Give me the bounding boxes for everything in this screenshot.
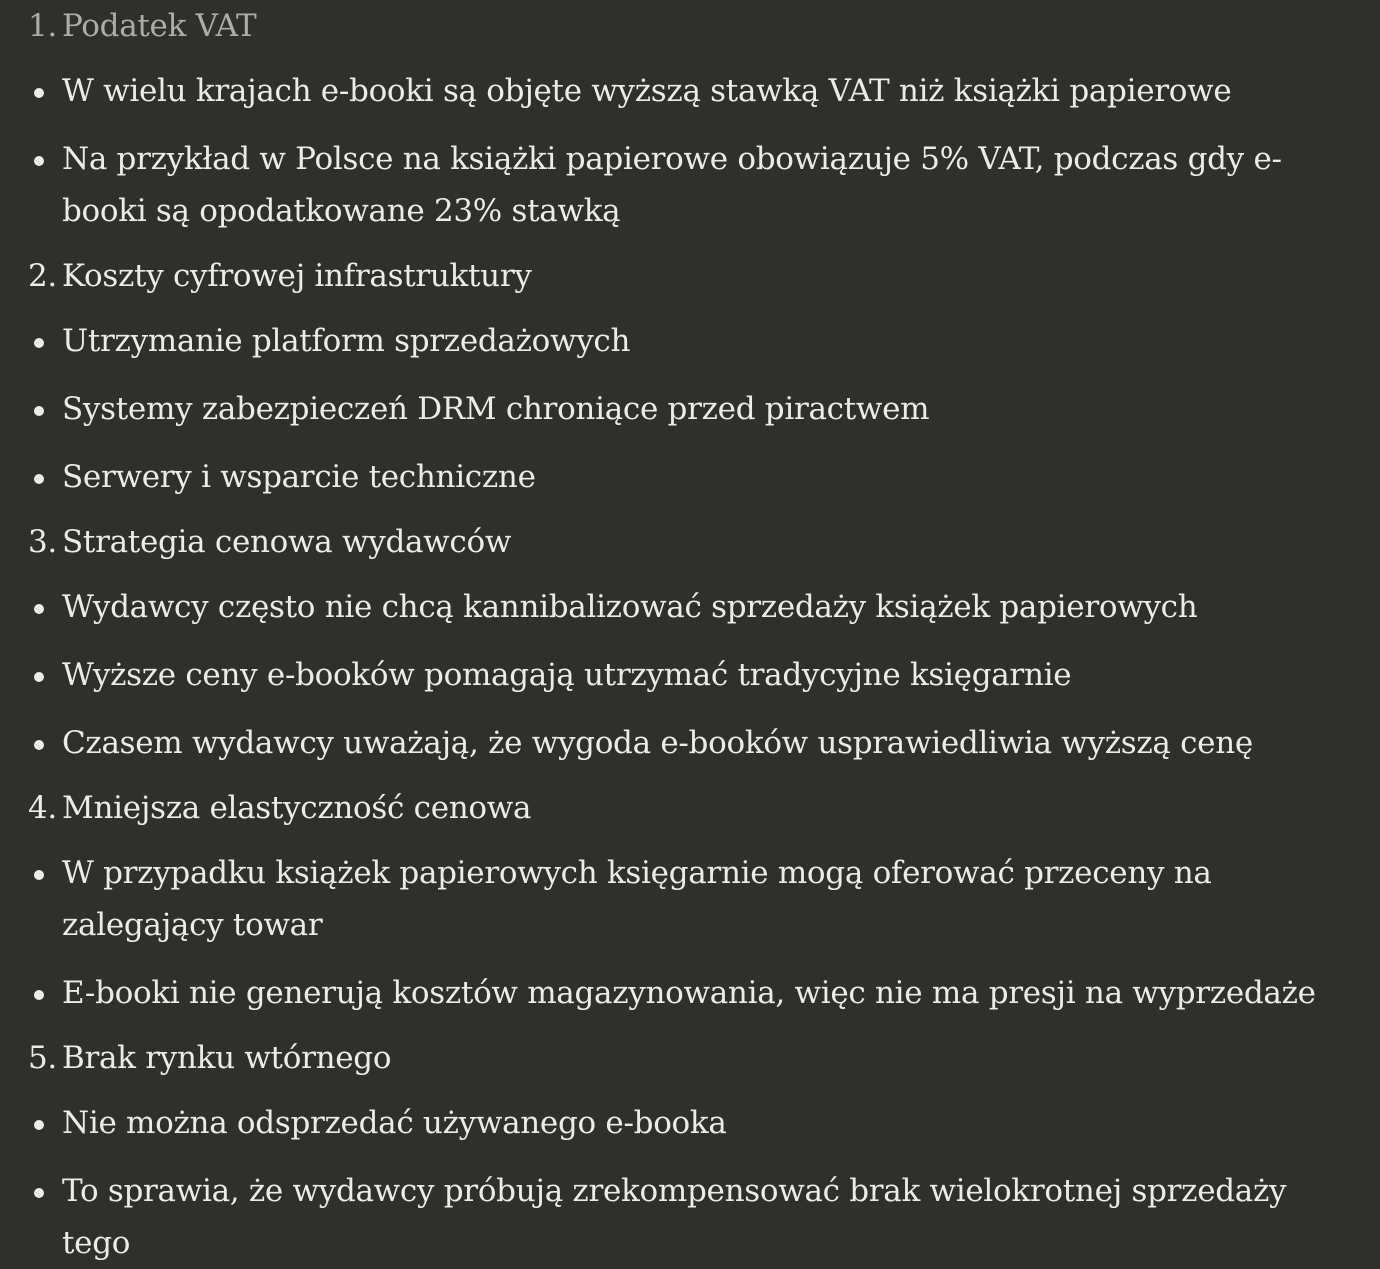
list-item — [28, 133, 1358, 237]
bullet-icon — [34, 740, 44, 750]
bullet-icon — [34, 338, 44, 348]
list-item-text: Nie można odsprzedać używanego e-booka — [62, 1105, 727, 1141]
numbered-heading-5 — [28, 1032, 1358, 1084]
bullet-icon — [34, 474, 44, 484]
list-item-text: To sprawia, że wydawcy próbują zrekompensować brak wielokrotnej sprzedaży tego — [62, 1173, 1287, 1261]
list-item-text: Wydawcy często nie chcą kannibalizować sprzedaży książek papierowych — [62, 589, 1198, 625]
list-item — [28, 717, 1358, 769]
list-item — [28, 967, 1358, 1019]
numbered-heading-3 — [28, 516, 1358, 568]
list-item-text: W wielu krajach e-booki są objęte wyższą stawką VAT niż książki papierowe — [62, 73, 1232, 109]
list-item — [28, 383, 1358, 435]
list-item-text: W przypadku książek papierowych księgarnie mogą oferować przeceny na zalegający towar — [62, 855, 1212, 943]
bullet-icon — [34, 88, 44, 98]
bullet-icon — [34, 1120, 44, 1130]
list-item — [28, 1097, 1358, 1149]
list-item-text: E-booki nie generują kosztów magazynowania, więc nie ma presji na wyprzedaże — [62, 975, 1316, 1011]
numbered-heading-1 — [28, 0, 1358, 52]
list-item-text: Systemy zabezpieczeń DRM chroniące przed piractwem — [62, 391, 930, 427]
heading-text: Koszty cyfrowej infrastruktury — [62, 258, 532, 294]
bullet-icon — [34, 604, 44, 614]
list-item — [28, 581, 1358, 633]
bullet-icon — [34, 870, 44, 880]
list-number: 2. — [28, 258, 57, 294]
list-item-text: Na przykład w Polsce na książki papierowe obowiązuje 5% VAT, podczas gdy e-booki są opodatkowane 23% stawką — [62, 141, 1282, 229]
list-item — [28, 315, 1358, 367]
bullet-icon — [34, 1188, 44, 1198]
bullet-icon — [34, 156, 44, 166]
list-item — [28, 649, 1358, 701]
list-number: 1. — [28, 8, 57, 44]
list-number: 4. — [28, 790, 57, 826]
heading-text: Mniejsza elastyczność cenowa — [62, 790, 532, 826]
list-item — [28, 451, 1358, 503]
list-item-text: Wyższe ceny e-booków pomagają utrzymać tradycyjne księgarnie — [62, 657, 1072, 693]
numbered-heading-4 — [28, 782, 1358, 834]
list-item — [28, 65, 1358, 117]
list-number: 5. — [28, 1040, 57, 1076]
heading-text: Strategia cenowa wydawców — [62, 524, 512, 560]
list-item-text: Serwery i wsparcie techniczne — [62, 459, 536, 495]
bullet-icon — [34, 672, 44, 682]
list-item — [28, 847, 1358, 951]
heading-text: Podatek VAT — [62, 8, 257, 44]
list-number: 3. — [28, 524, 57, 560]
list-item-text: Czasem wydawcy uważają, że wygoda e-booków usprawiedliwia wyższą cenę — [62, 725, 1253, 761]
bullet-icon — [34, 406, 44, 416]
list-item — [28, 1165, 1358, 1269]
bullet-icon — [34, 990, 44, 1000]
list-item-text: Utrzymanie platform sprzedażowych — [62, 323, 631, 359]
numbered-heading-2 — [28, 250, 1358, 302]
heading-text: Brak rynku wtórnego — [62, 1040, 392, 1076]
